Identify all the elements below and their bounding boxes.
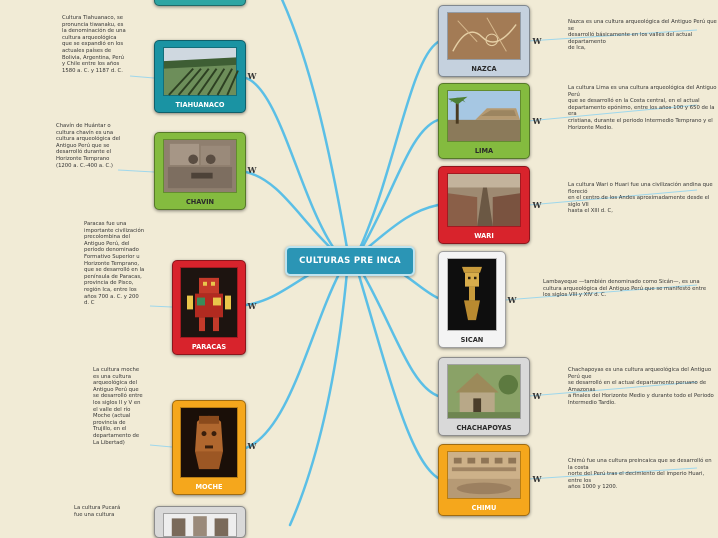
tiahuanaco-label: TIAHUANACO <box>175 101 225 109</box>
wikipedia-link-icon[interactable]: W <box>532 474 542 484</box>
lima-image <box>447 90 521 142</box>
chachapoyas-description: Chachapoyas es una cultura arqueológica del Antiguo Perú que se desarrolló en el actual departamento peruano de Amazonas a finales del Horizonte Medio y durante todo el Periodo Intermedio Tardío. <box>568 367 714 406</box>
nazca-image <box>447 12 521 60</box>
wikipedia-link-icon[interactable]: W <box>532 200 542 210</box>
chavin-image <box>163 139 237 193</box>
pucara-image <box>163 513 237 537</box>
paracas-description: Paracas fue una importante civilización precolombina del Antiguo Perú, del período denominado Formativo Superior u Horizonte Temprano, que se desarrolló en la península de Paracas, provincia de Pisco, región Ica, entre los años 700 a. C. y 200 d. C <box>84 221 145 307</box>
central-topic[interactable] <box>285 246 415 276</box>
sican-description: Lambayeque —también denominado como Sicán—, es una cultura arqueológica del Antiguo Perú que se manifestó entre los siglos VIII y XIV d. C. <box>543 279 707 299</box>
nazca-description: Nazca es una cultura arqueológica del Antiguo Perú que se desarrolló básicamente en los valles del actual departamento de Ica, <box>568 19 717 52</box>
moche-description: La cultura moche es una cultura arqueológica del Antiguo Perú que se desarrolló entre los siglos II y V en el valle del río Moche (actual provincia de Trujillo, en el departamento de La Libertad) <box>93 367 143 446</box>
node-paracas[interactable] <box>172 260 246 355</box>
lima-label: LIMA <box>474 147 494 155</box>
node-nazca[interactable] <box>438 5 530 77</box>
chavin-label: CHAVIN <box>185 198 215 206</box>
node-pucara[interactable] <box>154 506 246 538</box>
nazca-label: NAZCA <box>471 65 497 73</box>
wari-description: La cultura Wari o Huari fue una civilización andina que floreció en el centro de los Andes aproximadamente desde el siglo VII hasta el XIII d. C, <box>568 182 713 215</box>
sican-label: SICAN <box>460 336 484 344</box>
moche-image <box>180 407 238 478</box>
chachapoyas-image <box>447 364 521 419</box>
node-chimu[interactable] <box>438 444 530 516</box>
central-title: CULTURAS PRE INCA <box>299 256 401 266</box>
moche-label: MOCHE <box>195 483 223 491</box>
node-wari[interactable] <box>438 166 530 244</box>
chimu-image <box>447 451 521 499</box>
pucara-description: La cultura Pucará fue una cultura <box>74 505 121 518</box>
wari-label: WARI <box>474 232 494 240</box>
chavin-description: Chavín de Huántar o cultura chavín es una cultura arqueológica del Antiguo Perú que se desarrolló durante el Horizonte Temprano (1200 a. C.-400 a. C.) <box>56 123 121 169</box>
node-chachapoyas[interactable] <box>438 357 530 436</box>
wikipedia-link-icon[interactable]: W <box>507 295 517 305</box>
chimu-label: CHIMU <box>471 504 497 512</box>
wikipedia-link-icon[interactable]: W <box>532 36 542 46</box>
wikipedia-link-icon[interactable]: W <box>247 165 257 175</box>
lima-description: La cultura Lima es una cultura arqueológica del Antiguo Perú que se desarrolló en la Costa central, en el actual departamento epónimo, entre los años 100 y 650 de la era cristiana, durante el periodo Intermedio Temprano y el Horizonte Medio. <box>568 85 717 131</box>
sican-image <box>447 258 497 331</box>
node-chavin[interactable] <box>154 132 246 210</box>
node-tiahuanaco[interactable] <box>154 40 246 113</box>
chachapoyas-label: CHACHAPOYAS <box>456 424 512 432</box>
wikipedia-link-icon[interactable]: W <box>532 116 542 126</box>
tiahuanaco-image <box>163 47 237 96</box>
wikipedia-link-icon[interactable]: W <box>247 301 257 311</box>
paracas-image <box>180 267 238 338</box>
node-moche[interactable] <box>172 400 246 495</box>
wikipedia-link-icon[interactable]: W <box>247 71 257 81</box>
chimu-description: Chimú fue una cultura preincaica que se desarrolló en la costa norte del Perú tras el decimiento del imperio Huari, entre los años 1000 y 1200. <box>568 458 712 491</box>
node-sican[interactable] <box>438 251 506 348</box>
paracas-label: PARACAS <box>191 343 227 351</box>
node-lima[interactable] <box>438 83 530 159</box>
wari-image <box>447 173 521 227</box>
wikipedia-link-icon[interactable]: W <box>247 441 257 451</box>
wikipedia-link-icon[interactable]: W <box>532 391 542 401</box>
tiahuanaco-description: Cultura Tiahuanaco, se pronuncia tiwanaku, es la denominación de una cultura arqueológica que se expandió en los actuales países de Bolivia, Argentina, Perú y Chile entre los años 1580 a. C. y 1187 d. C. <box>62 15 126 74</box>
node-top-left[interactable] <box>154 0 246 6</box>
